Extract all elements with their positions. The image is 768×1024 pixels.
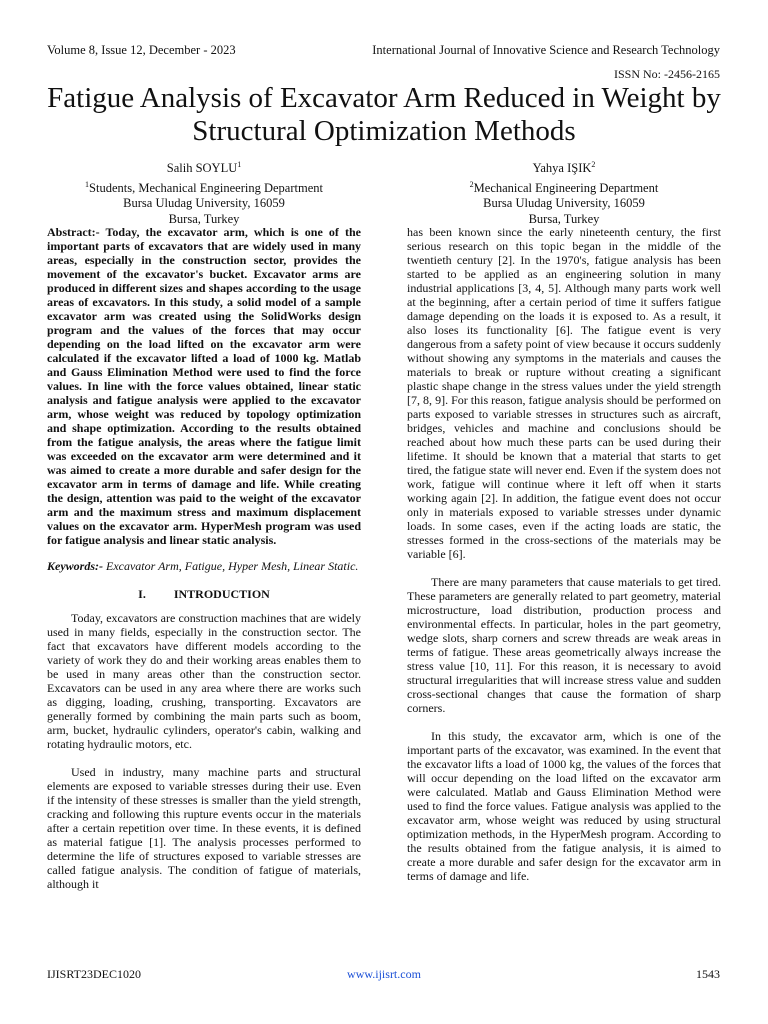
journal-volume: Volume 8, Issue 12, December - 2023 (47, 43, 236, 57)
right-column (407, 225, 721, 883)
paper-id: IJISRT23DEC1020 (47, 967, 141, 981)
author-affiliation: $^2$Mechanical Engineering Department (469, 179, 659, 195)
author-affiliation: $^1$Students, Mechanical Engineering Department (85, 179, 323, 195)
author-block-1 (70, 157, 338, 227)
section-heading: I. INTRODUCTION (138, 587, 270, 601)
author-city: Bursa, Turkey (168, 211, 240, 226)
author-name: Yahya IŞIK$^2$ (532, 160, 596, 176)
issn-number: ISSN No: -2456-2165 (613, 67, 720, 81)
left-column (47, 225, 361, 891)
journal-name: International Journal of Innovative Science and Research Technology (372, 43, 720, 57)
paper-title: Fatigue Analysis of Excavator Arm Reduced in Weight by Structural Optimization Methods (47, 82, 721, 147)
paragraph: Today, excavators are construction machines that are widely used in many fields, especially in the construction sector. The fact that excavators have different models according to the variety of work they do and their working areas enables them to be used in many areas other than the construction sector. Excavators can be used in any area where there are works such as digging, loading, crushing, transporting. Excavators are generally formed by combining the main parts such as boom, arm, bucket, hydraulic cylinders, operator's cabin, walking and rotating hydraulic motors, etc. (47, 611, 361, 751)
author-university: Bursa Uludag University, 16059 (483, 196, 645, 211)
abstract: Abstract:- Today, the excavator arm, which is one of the important parts of excavators that are widely used in many areas, especially in the construction sector, provides the movement of the excavator's bucket. Excavator arms are produced in different sizes and shapes according to the usage areas of excavators. In this study, a solid model of a sample excavator arm was created using the SolidWorks design program and the values of the forces that may occur depending on the load lifted on the excavator arm were calculated if the excavator lifted a load of 1000 kg. Matlab and Gauss Elimination Method were used to find the force values. In line with the force values obtained, linear static analysis and fatigue analysis were applied to the excavator arm, whose weight was reduced by topology optimization and shape optimization. According to the results obtained from the fatigue analysis, the areas where the fatigue limit was exceeded on the excavator arm were determined and it was aimed to create a more durable and safer design for the excavator arm in terms of damage and life. While creating the design, attention was paid to the weight of the excavator arm and the maximum stress and maximum displacement values on the excavator arm. HyperMesh program was used for fatigue analysis and linear static analysis. (47, 225, 361, 547)
page-number: 1543 (696, 967, 720, 981)
author-university: Bursa Uludag University, 16059 (123, 196, 285, 211)
author-name: Salih SOYLU$^1$ (166, 160, 242, 176)
author-city: Bursa, Turkey (528, 211, 600, 226)
website-link[interactable]: www.ijisrt.com (347, 967, 421, 981)
paragraph: In this study, the excavator arm, which is one of the important parts of the excavator, was examined. In the event that the excavator lifts a load of 1000 kg, the values of the forces that will occur depending on the load lifted on the excavator arm were calculated. Matlab and Gauss Elimination Method were used to find the force values. Fatigue analysis was applied to the excavator arm, whose weight was reduced by using structural optimization methods, in the HyperMesh program. According to the results obtained from the fatigue analysis, it is aimed to create a more durable and safer design for the excavator arm in terms of damage and life. (407, 729, 721, 883)
keywords: Keywords:- Excavator Arm, Fatigue, Hyper Mesh, Linear Static. (47, 559, 359, 573)
paragraph: There are many parameters that cause materials to get tired. These parameters are generally related to part geometry, material microstructure, load distribution, production process and environmental effects. In particular, holes in the part geometry, wedge slots, sharp corners and screw threads are weak areas in terms of fatigue. These areas geometrically always increase the stress value [10, 11]. For this reason, it is necessary to avoid structural irregularities that will increase stress value and sudden cross-sectional changes that cause the formation of sharp corners. (407, 575, 721, 715)
paragraph: Used in industry, many machine parts and structural elements are exposed to variable stresses during their use. Even if the intensity of these stresses is smaller than the yield strength, cracking and following this rupture events occur in the materials after a certain repetition over time. In these events, it is defined as material fatigue [1]. The analysis processes performed to determine the life of structures exposed to variable stresses are called fatigue analysis. The condition of fatigue of materials, although it (47, 765, 361, 891)
paragraph: has been known since the early nineteenth century, the first serious research on this topic began in the middle of the twentieth century [2]. In the 1970's, fatigue analysis has been started to be applied as an engineering solution in many industrial applications [3, 4, 5]. Although many parts work well at the beginning, after a certain period of time it suffers fatigue damage depending on the loads it is exposed to. As a result, it also loses its functionality [6]. The fatigue event is very dangerous from a safety point of view because it occurs suddenly without showing any symptoms in the materials and causes the materials to break or rupture without creating a significant plastic shape change in the stress values under the yield strength [7, 8, 9]. For this reason, fatigue analysis should be performed on parts exposed to variable stresses in structures such as aircraft, bridges, vehicles and machine and conclusions should be reached about how much these parts can be used during their lifetime. It should be known that a material that starts to get tired, the fatigue state will never end. Even if the system does not work, fatigue will continue where it left off when it starts working again [2]. In addition, the fatigue event does not occur only in materials exposed to variable stresses under dynamic loads. In some cases, even if the acting loads are static, the stresses formed in the cross-sections of the materials may be variable [6]. (407, 225, 721, 561)
author-block-2 (430, 157, 698, 227)
